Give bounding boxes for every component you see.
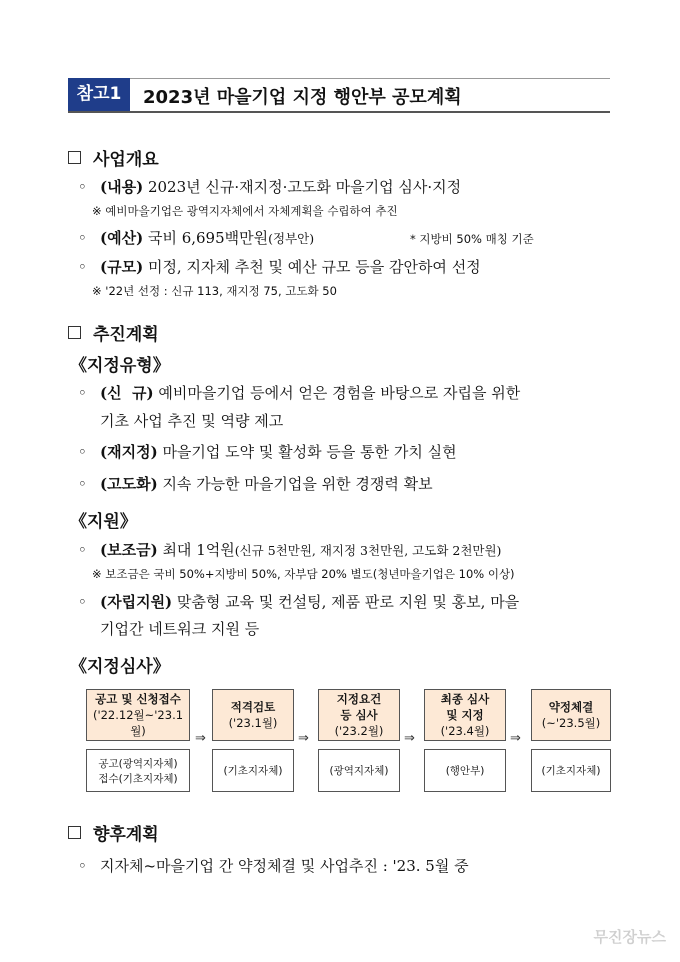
item-head: (재지정) xyxy=(100,443,158,461)
step-title: 약정체결 xyxy=(548,700,594,714)
flow-step-4 xyxy=(424,689,506,741)
flow-arrow-icon: ⇒ xyxy=(195,731,206,746)
section-heading-overview xyxy=(68,145,159,170)
checkbox-square-icon xyxy=(68,326,81,339)
bullet-icon: ◦ xyxy=(78,857,87,875)
step-period: ('23.4월) xyxy=(440,724,490,738)
overview-item-content xyxy=(78,176,461,197)
step-period: ('22.12월~'23.1월) xyxy=(92,708,184,738)
item-small: (정부안) xyxy=(268,231,315,246)
item-text: 예비마을기업 등에서 얻은 경험을 바탕으로 자립을 위한 xyxy=(153,384,521,402)
item-head: (신 규) xyxy=(100,384,154,402)
item-head: (보조금) xyxy=(100,541,158,559)
flow-step-4-agency xyxy=(424,749,506,792)
bullet-icon: ◦ xyxy=(78,384,87,402)
flow-step-5-agency xyxy=(531,749,611,792)
flow-step-1-agency xyxy=(86,749,190,792)
support-item-selfreliance xyxy=(78,591,519,612)
checkbox-square-icon xyxy=(68,826,81,839)
section-title: 추진계획 xyxy=(93,325,159,345)
bullet-icon: ◦ xyxy=(78,258,87,276)
header-top-rule xyxy=(68,78,610,79)
section-title: 향후계획 xyxy=(93,825,159,845)
budget-footnote: * 지방비 50% 매칭 기준 xyxy=(410,232,534,246)
item-text: 지자체~마을기업 간 약정체결 및 사업추진 : '23. 5월 중 xyxy=(100,857,469,875)
future-item xyxy=(78,855,469,876)
step-title: 적격검토 xyxy=(230,700,276,714)
item-head: (내용) xyxy=(100,178,144,196)
subheading-review: 《지정심사》 xyxy=(70,657,170,677)
watermark-logo: 무진장뉴스 xyxy=(593,928,666,946)
item-head: (예산) xyxy=(100,229,144,247)
overview-note-1: ※ 예비마을기업은 광역지자체에서 자체계획을 수립하여 추진 xyxy=(92,204,398,218)
flow-arrow-icon: ⇒ xyxy=(298,731,309,746)
support-item-subsidy xyxy=(78,539,501,560)
item-head: (고도화) xyxy=(100,475,158,493)
step-title-2: 및 지정 xyxy=(446,708,484,722)
item-text: 최대 1억원 xyxy=(157,541,235,559)
item-head: (자립지원) xyxy=(100,593,173,611)
support-item-selfreliance-cont: 기업간 네트워크 지원 등 xyxy=(100,620,260,638)
item-text: 2023년 신규·재지정·고도화 마을기업 심사·지정 xyxy=(143,178,462,196)
item-text: 국비 6,695백만원 xyxy=(143,229,269,247)
overview-item-scale xyxy=(78,256,481,277)
flow-step-5 xyxy=(531,689,611,741)
item-text: 지속 가능한 마을기업을 위한 경쟁력 확보 xyxy=(157,475,433,493)
flow-step-1 xyxy=(86,689,190,741)
section-heading-future xyxy=(68,820,159,845)
subheading-types: 《지정유형》 xyxy=(70,356,170,376)
flow-step-2 xyxy=(212,689,294,741)
type-item-redesignate xyxy=(78,441,457,462)
bullet-icon: ◦ xyxy=(78,443,87,461)
flow-step-3 xyxy=(318,689,400,741)
subheading-support: 《지원》 xyxy=(70,512,137,532)
overview-item-budget xyxy=(78,227,314,248)
step-title-2: 등 심사 xyxy=(340,708,378,722)
flow-step-2-agency xyxy=(212,749,294,792)
agency-line: (기초지자체) xyxy=(223,765,283,777)
agency-line: 접수(기초지자체) xyxy=(98,772,178,785)
item-text: 미정, 지자체 추천 및 예산 규모 등을 감안하여 선정 xyxy=(143,258,481,276)
step-title: 공고 및 신청접수 xyxy=(95,692,181,706)
overview-note-3: ※ '22년 선정 : 신규 113, 재지정 75, 고도화 50 xyxy=(92,284,337,298)
item-text: 맞춤형 교육 및 컨설팅, 제품 판로 지원 및 홍보, 마을 xyxy=(172,593,520,611)
step-period: ('23.2월) xyxy=(334,724,384,738)
checkbox-square-icon xyxy=(68,151,81,164)
bullet-icon: ◦ xyxy=(78,541,87,559)
subsidy-note: ※ 보조금은 국비 50%+지방비 50%, 자부담 20% 별도(청년마을기업은 10% 이상) xyxy=(92,567,515,581)
flow-step-3-agency xyxy=(318,749,400,792)
type-item-advance xyxy=(78,473,433,494)
section-heading-plan xyxy=(68,320,159,345)
step-title: 최종 심사 xyxy=(440,692,490,706)
page-title: 2023년 마을기업 지정 행안부 공모계획 xyxy=(143,87,462,108)
reference-badge: 참고1 xyxy=(68,78,130,111)
flow-arrow-icon: ⇒ xyxy=(510,731,521,746)
item-text: 마을기업 도약 및 활성화 등을 통한 가치 실현 xyxy=(157,443,457,461)
type-item-new-cont: 기초 사업 추진 및 역량 제고 xyxy=(100,412,284,430)
step-period: (~'23.5월) xyxy=(541,716,601,730)
bullet-icon: ◦ xyxy=(78,475,87,493)
bullet-icon: ◦ xyxy=(78,593,87,611)
step-title: 지정요건 xyxy=(336,692,382,706)
agency-line: (기초지자체) xyxy=(541,765,601,777)
header-bottom-rule xyxy=(68,111,610,113)
section-title: 사업개요 xyxy=(93,150,159,170)
bullet-icon: ◦ xyxy=(78,229,87,247)
agency-line: 공고(광역지자체) xyxy=(98,757,178,770)
agency-line: (행안부) xyxy=(445,765,485,777)
step-period: ('23.1월) xyxy=(228,716,278,730)
type-item-new xyxy=(78,382,520,403)
bullet-icon: ◦ xyxy=(78,178,87,196)
item-head: (규모) xyxy=(100,258,144,276)
agency-line: (광역지자체) xyxy=(329,765,389,777)
flow-arrow-icon: ⇒ xyxy=(404,731,415,746)
item-small: (신규 5천만원, 재지정 3천만원, 고도화 2천만원) xyxy=(234,543,502,558)
